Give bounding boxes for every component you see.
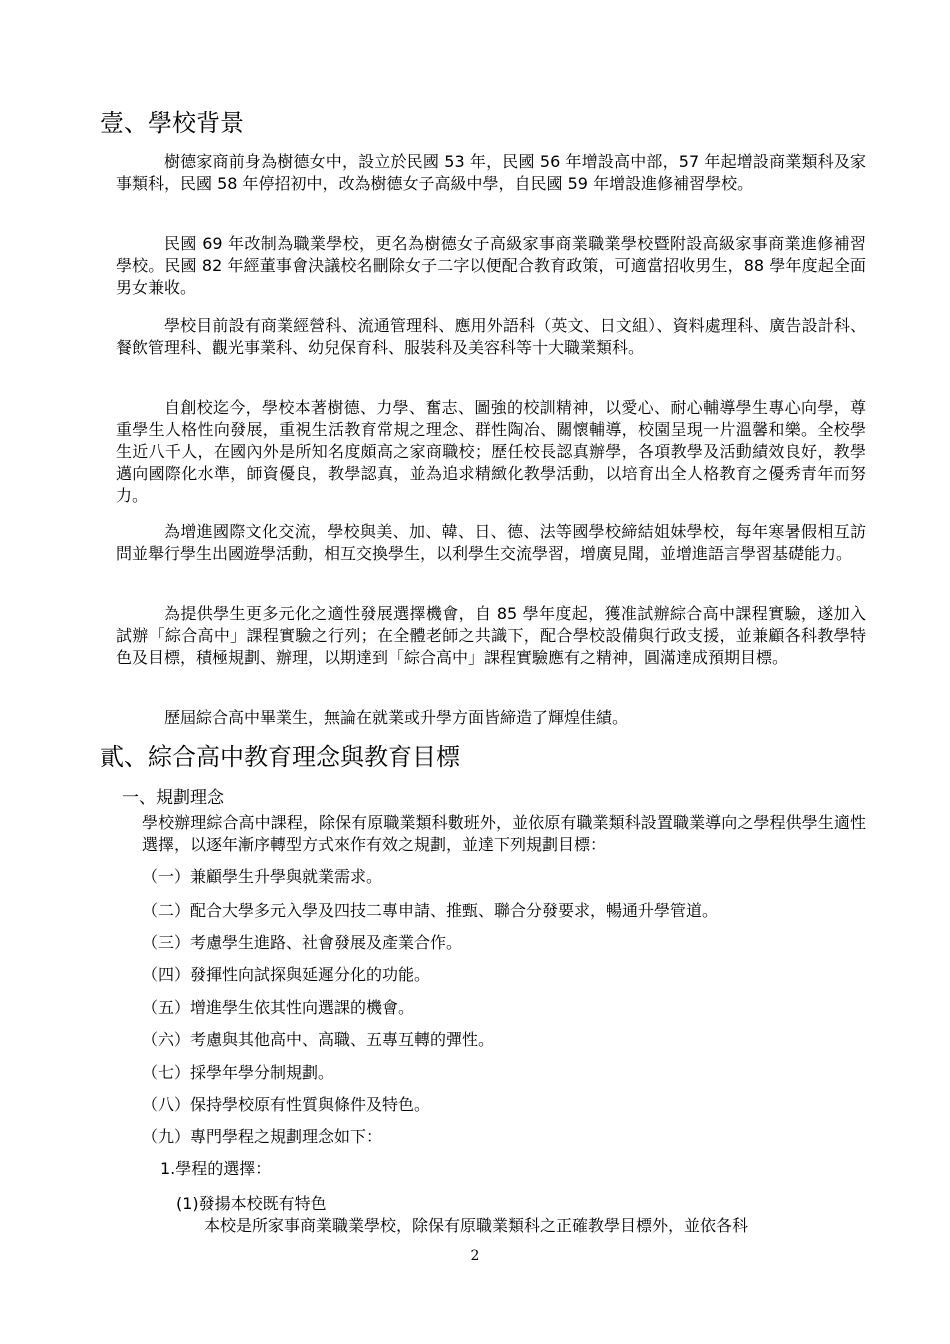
paragraph: 民國 69 年改制為職業學校，更名為樹德女子高級家事商業職業學校暨附設高級家事商業進修補習學校。民國 82 年經董事會決議校名刪除女子二字以便配合教育政策，可適當招收男生，88 學年度起全面男女兼收。 [116, 234, 866, 297]
paragraph: 學校目前設有商業經營科、流通管理科、應用外語科（英文、日文組）、資料處理科、廣告設計科、餐飲管理科、觀光事業科、幼兒保育科、服裝科及美容科等十大職業類科。 [116, 316, 866, 357]
subpoint-text: 本校是所家事商業職業學校，除保有原職業類科之正確教學目標外，並依各科 [204, 1216, 749, 1235]
list-item: （四）發揮性向試探與延遲分化的功能。 [142, 965, 431, 984]
list-item: （六）考慮與其他高中、高職、五專互轉的彈性。 [142, 1030, 495, 1049]
list-item: （七）採學年學分制規劃。 [142, 1063, 335, 1082]
list-item: （二）配合大學多元入學及四技二專申請、推甄、聯合分發要求，暢通升學管道。 [142, 901, 719, 920]
paragraph: 歷屆綜合高中畢業生，無論在就業或升學方面皆締造了輝煌佳績。 [164, 708, 629, 727]
page-number: 2 [470, 1248, 480, 1264]
list-item: （五）增進學生依其性向選課的機會。 [142, 998, 415, 1017]
paragraph: 為提供學生更多元化之適性發展選擇機會，自 85 學年度起，獲准試辦綜合高中課程實驗，遂加入試辦「綜合高中」課程實驗之行列；在全體老師之共識下，配合學校設備與行政支援，並兼顧各科教學特色及目標，積極規劃、辦理，以期達到「綜合高中」課程實驗應有之精神，圓滿達成預期目標。 [116, 604, 866, 667]
list-item: （一）兼顧學生升學與就業需求。 [142, 867, 383, 886]
section-heading: 貳、綜合高中教育理念與教育目標 [100, 743, 460, 771]
intro-paragraph: 學校辦理綜合高中課程，除保有原職業類科數班外，並依原有職業類科設置職業導向之學程供學生適性選擇，以逐年漸序轉型方式來作有效之規劃，並達下列規劃目標： [142, 813, 866, 854]
paragraph: 樹德家商前身為樹德女中，設立於民國 53 年，民國 56 年增設高中部，57 年起增設商業類科及家事類科，民國 58 年停招初中，改為樹德女子高級中學，自民國 59 年增設進修補習學校。 [116, 152, 866, 193]
numbered-subpoint: (1)發揚本校既有特色 [176, 1194, 327, 1213]
list-item: （三）考慮學生進路、社會發展及產業合作。 [142, 933, 463, 952]
list-item: （八）保持學校原有性質與條件及特色。 [142, 1095, 431, 1114]
numbered-point: 1.學程的選擇： [160, 1159, 272, 1178]
paragraph: 自創校迄今，學校本著樹德、力學、奮志、圖強的校訓精神，以愛心、耐心輔導學生專心向學，尊重學生人格性向發展，重視生活教育常規之理念、群性陶冶、關懷輔導，校園呈現一片溫馨和樂。全校學生近八千人，在國內外是所知名度頗高之家商職校；歷任校長認真辦學，各項教學及活動績效良好，教學邁向國際化水準，師資優良，教學認真，並為追求精緻化教學活動，以培育出全人格教育之優秀青年而努力。 [116, 398, 866, 505]
subsection-heading: 一、規劃理念 [122, 788, 224, 808]
paragraph: 為增進國際文化交流，學校與美、加、韓、日、德、法等國學校締結姐妹學校，每年寒暑假相互訪問並舉行學生出國遊學活動，相互交換學生，以利學生交流學習，增廣見聞，並增進語言學習基礎能力。 [116, 522, 866, 563]
list-item: （九）專門學程之規劃理念如下： [142, 1127, 383, 1146]
section-heading: 壹、學校背景 [100, 109, 244, 137]
